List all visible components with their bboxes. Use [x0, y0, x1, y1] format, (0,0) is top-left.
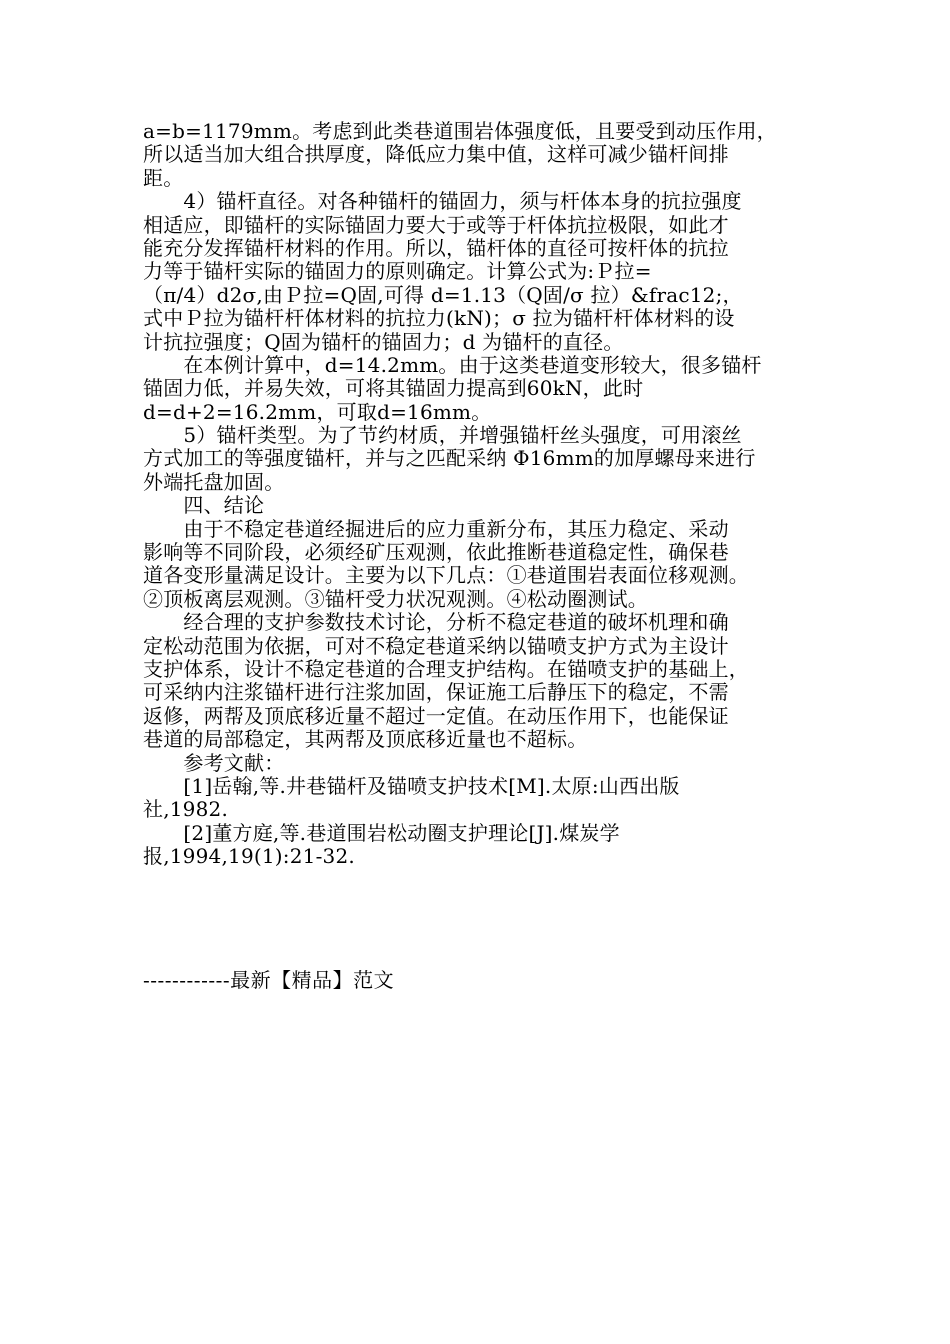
text-line: 由于不稳定巷道经掘进后的应力重新分布，其压力稳定、采动	[143, 516, 729, 541]
text-line: 式中Ｐ拉为锚杆杆体材料的抗拉力(kN)；σ 拉为锚杆杆体材料的设	[143, 306, 735, 331]
reference-line: [1]岳翰,等.井巷锚杆及锚喷支护技术[M].太原:山西出版	[143, 773, 680, 798]
text-line: 4）锚杆直径。对各种锚杆的锚固力，须与杆体本身的抗拉强度	[143, 189, 742, 214]
text-line: 计抗拉强度；Q固为锚杆的锚固力；d 为锚杆的直径。	[143, 329, 624, 354]
text-line: 巷道的局部稳定，其两帮及顶底移近量也不超标。	[143, 727, 588, 752]
text-line: 支护体系，设计不稳定巷道的合理支护结构。在锚喷支护的基础上，	[143, 656, 749, 681]
text-line: （π/4）d2σ,由Ｐ拉=Q固,可得 d=1.13（Q固/σ 拉）&frac12;，	[143, 282, 743, 307]
text-line: 定松动范围为依据，可对不稳定巷道采纳以锚喷支护方式为主设计	[143, 633, 729, 658]
text-line: 相适应，即锚杆的实际锚固力要大于或等于杆体抗拉极限，如此才	[143, 212, 729, 237]
text-line: 锚固力低，并易失效，可将其锚固力提高到60kN，此时	[143, 376, 644, 401]
text-line: ②顶板离层观测。③锚杆受力状况观测。④松动圈测试。	[143, 586, 648, 611]
text-line: 所以适当加大组合拱厚度，降低应力集中值，这样可减少锚杆间排	[143, 142, 729, 167]
text-line: 能充分发挥锚杆材料的作用。所以，锚杆体的直径可按杆体的抗拉	[143, 235, 729, 260]
reference-line: [2]董方庭,等.巷道围岩松动圈支护理论[J].煤炭学	[143, 820, 620, 845]
references-heading: 参考文献：	[143, 750, 285, 775]
text-line: 返修，两帮及顶底移近量不超过一定值。在动压作用下，也能保证	[143, 703, 729, 728]
text-line: 在本例计算中，d=14.2mm。由于这类巷道变形较大，很多锚杆	[143, 352, 762, 377]
text-line: 经合理的支护参数技术讨论，分析不稳定巷道的破坏机理和确	[143, 610, 729, 635]
document-body	[143, 120, 813, 869]
footer-text: ------------最新【精品】范文	[143, 968, 395, 992]
reference-line: 报,1994,19(1):21-32.	[143, 844, 355, 869]
text-line: 方式加工的等强度锚杆，并与之匹配采纳 Φ16mm的加厚螺母来进行	[143, 446, 756, 471]
text-line: 外端托盘加固。	[143, 469, 285, 494]
section-heading: 四、结论	[143, 493, 265, 518]
reference-line: 社,1982.	[143, 797, 229, 822]
text-line: 5）锚杆类型。为了节约材质，并增强锚杆丝头强度，可用滚丝	[143, 423, 742, 448]
text-line: a=b=1179mm。考虑到此类巷道围岩体强度低，且要受到动压作用，	[143, 119, 777, 143]
text-line: 力等于锚杆实际的锚固力的原则确定。计算公式为:Ｐ拉=	[143, 259, 652, 284]
text-line: d=d+2=16.2mm，可取d=16mm。	[143, 399, 492, 424]
text-line: 影响等不同阶段，必须经矿压观测，依此推断巷道稳定性，确保巷	[143, 540, 729, 565]
text-line: 道各变形量满足设计。主要为以下几点：①巷道围岩表面位移观测。	[143, 563, 749, 588]
text-line: 可采纳内注浆锚杆进行注浆加固，保证施工后静压下的稳定，不需	[143, 680, 729, 705]
text-line: 距。	[143, 165, 184, 190]
